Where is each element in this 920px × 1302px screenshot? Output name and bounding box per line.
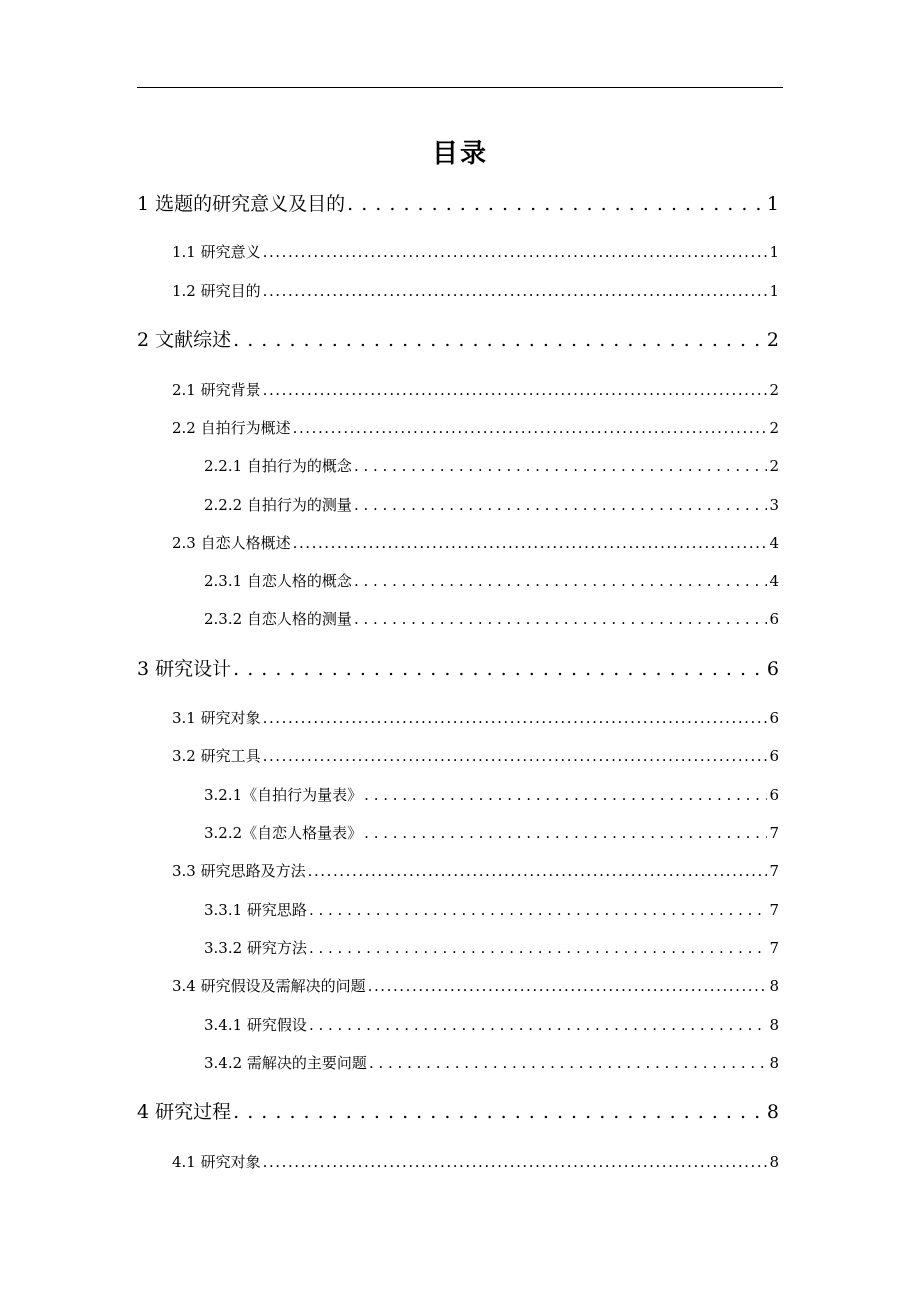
- toc-entry[interactable]: [204, 495, 779, 515]
- toc-dot-leader: [354, 456, 768, 476]
- toc-entry-label: 1 选题的研究意义及目的: [137, 193, 346, 215]
- toc-page-number: 4: [769, 572, 779, 590]
- toc-dot-leader: [369, 1053, 768, 1073]
- toc-dot-leader: [354, 495, 768, 515]
- toc-entry[interactable]: [204, 456, 779, 476]
- toc-entry-label: 3.4 研究假设及需解决的问题: [172, 977, 366, 995]
- toc-entry[interactable]: [172, 746, 779, 766]
- toc-page-number: 8: [769, 1153, 779, 1171]
- toc-entry-label: 3.2 研究工具: [172, 747, 261, 765]
- toc-dot-leader: [233, 1100, 765, 1124]
- toc-page-number: 8: [766, 1101, 779, 1123]
- toc-entry-label: 2.3.1 自恋人格的概念: [204, 572, 352, 590]
- toc-entry[interactable]: [172, 861, 779, 881]
- toc-page-number: 6: [769, 747, 779, 765]
- toc-dot-leader: [308, 861, 768, 881]
- toc-page-number: 7: [769, 824, 779, 842]
- toc-page-number: 2: [766, 329, 779, 351]
- toc-dot-leader: [263, 746, 768, 766]
- toc-page-number: 1: [769, 282, 779, 300]
- toc-dot-leader: [309, 900, 768, 920]
- toc-entry-label: 1.1 研究意义: [172, 243, 261, 261]
- toc-dot-leader: [263, 708, 768, 728]
- toc-page-number: 1: [769, 243, 779, 261]
- toc-page-number: 7: [769, 901, 779, 919]
- toc-entry-label: 4.1 研究对象: [172, 1153, 261, 1171]
- toc-dot-leader: [364, 785, 767, 805]
- toc-dot-leader: [309, 1015, 768, 1035]
- toc-entry[interactable]: [172, 708, 779, 728]
- toc-dot-leader: [263, 1152, 768, 1172]
- toc-page-number: 8: [769, 977, 779, 995]
- toc-entry[interactable]: [204, 900, 779, 920]
- toc-entry[interactable]: [204, 571, 779, 591]
- toc-entry[interactable]: [172, 380, 779, 400]
- toc-entry[interactable]: [204, 1015, 779, 1035]
- toc-dot-leader: [263, 380, 768, 400]
- toc-entry-label: 2.2 自拍行为概述: [172, 419, 291, 437]
- toc-entry[interactable]: [137, 1100, 779, 1124]
- page-title: 目录: [431, 139, 488, 169]
- toc-entry[interactable]: [204, 1053, 779, 1073]
- toc-entry[interactable]: [137, 657, 779, 681]
- toc-page-number: 6: [769, 709, 779, 727]
- toc-entry[interactable]: [204, 785, 779, 805]
- toc-page-number: 1: [766, 193, 779, 215]
- toc-entry-label: 2.2.1 自拍行为的概念: [204, 457, 352, 475]
- toc-page-number: 2: [769, 381, 779, 399]
- toc-entry-label: 2.3 自恋人格概述: [172, 534, 291, 552]
- toc-entry[interactable]: [204, 938, 779, 958]
- toc-entry[interactable]: [172, 281, 779, 301]
- toc-dot-leader: [263, 281, 768, 301]
- toc-entry[interactable]: [204, 823, 779, 843]
- toc-page-number: 7: [769, 939, 779, 957]
- toc-entry[interactable]: [204, 609, 779, 629]
- toc-page-number: 6: [766, 658, 779, 680]
- toc-entry-label: 4 研究过程: [137, 1101, 232, 1123]
- toc-entry-label: 3 研究设计: [137, 658, 232, 680]
- toc-dot-leader: [233, 328, 765, 352]
- toc-page-number: 2: [769, 419, 779, 437]
- toc-page-number: 7: [769, 862, 779, 880]
- toc-page-number: 2: [769, 457, 779, 475]
- toc-entry[interactable]: [137, 328, 779, 352]
- toc-page-number: 3: [769, 496, 779, 514]
- toc-entry-label: 2.3.2 自恋人格的测量: [204, 610, 352, 628]
- toc-entry-label: 3.3 研究思路及方法: [172, 862, 306, 880]
- toc-entry-label: 2 文献综述: [137, 329, 232, 351]
- toc-dot-leader: [309, 938, 768, 958]
- toc-entry-label: 3.3.1 研究思路: [204, 901, 307, 919]
- toc-entry[interactable]: [172, 533, 779, 553]
- toc-entry[interactable]: [137, 192, 779, 216]
- toc-page-number: 8: [769, 1016, 779, 1034]
- toc-dot-leader: [263, 242, 768, 262]
- toc-entry[interactable]: [172, 1152, 779, 1172]
- toc-dot-leader: [364, 823, 767, 843]
- toc-entry[interactable]: [172, 976, 779, 996]
- toc-dot-leader: [233, 657, 765, 681]
- toc-page-number: 8: [769, 1054, 779, 1072]
- toc-entry-label: 2.1 研究背景: [172, 381, 261, 399]
- toc-dot-leader: [354, 609, 768, 629]
- toc-dot-leader: [293, 533, 768, 553]
- header-rule: [137, 87, 783, 88]
- toc-page-number: 6: [769, 610, 779, 628]
- toc-entry-label: 3.4.1 研究假设: [204, 1016, 307, 1034]
- toc-entry-label: 2.2.2 自拍行为的测量: [204, 496, 352, 514]
- toc-dot-leader: [347, 192, 765, 216]
- toc-dot-leader: [293, 418, 768, 438]
- toc-entry-label: 3.2.2《自恋人格量表》: [204, 824, 363, 842]
- toc-entry-label: 3.1 研究对象: [172, 709, 261, 727]
- toc-entry-label: 3.3.2 研究方法: [204, 939, 307, 957]
- toc-dot-leader: [368, 976, 768, 996]
- toc-dot-leader: [354, 571, 768, 591]
- toc-entry-label: 1.2 研究目的: [172, 282, 261, 300]
- toc-entry-label: 3.4.2 需解决的主要问题: [204, 1054, 367, 1072]
- toc-entry[interactable]: [172, 242, 779, 262]
- toc-entry-label: 3.2.1《自拍行为量表》: [204, 786, 363, 804]
- toc-entry[interactable]: [172, 418, 779, 438]
- toc-page-number: 6: [769, 786, 779, 804]
- toc-page-number: 4: [769, 534, 779, 552]
